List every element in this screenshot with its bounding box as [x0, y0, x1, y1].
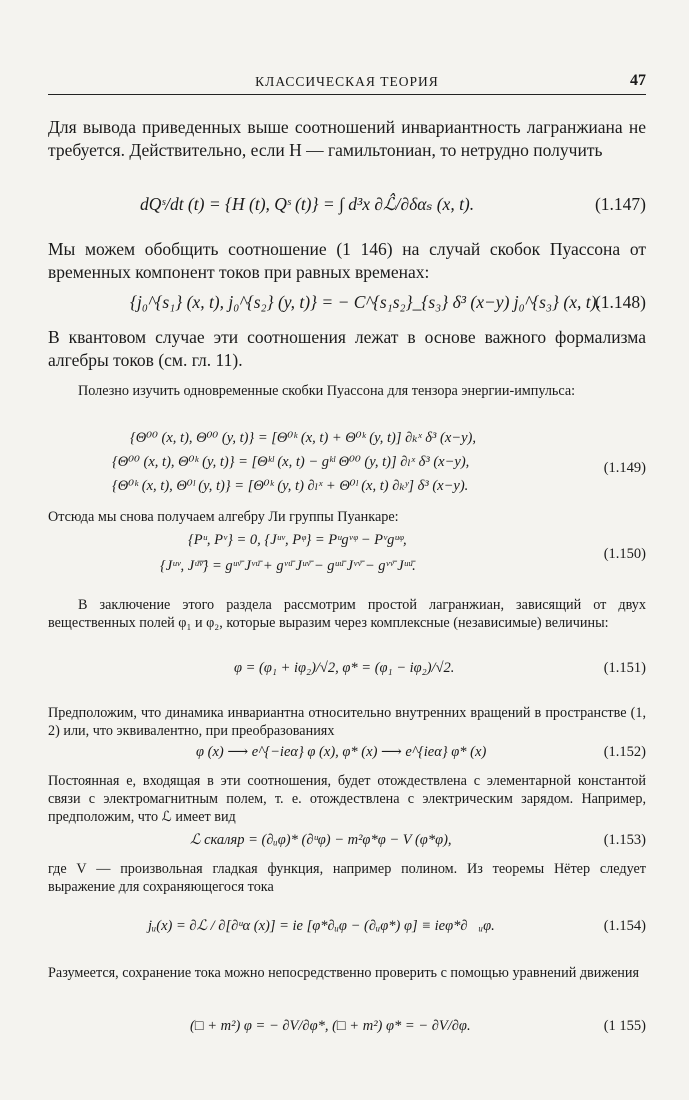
equation-expression: jᵤ(x) = ∂ℒ / ∂[∂ᵘα (x)] = ie [φ*∂ᵤφ − (∂ᵤφ*) φ] ≡ ieφ*∂⃡ᵤφ. [148, 918, 495, 934]
paragraph-3: В квантовом случае эти соотношения лежат в основе важного формализма алгебры токов (см. гл. 11). [48, 327, 646, 370]
paragraph-7: Предположим, что динамика инвариантна относительно внутренних вращений в пространстве (1, 2) или, что эквивалентно, при преобразованиях [48, 705, 646, 739]
paragraph-4: Полезно изучить одновременные скобки Пуассона для тензора энергии-импульса: [78, 383, 576, 399]
equation-1-152 [48, 744, 646, 766]
equation-expression: φ = (φ₁ + iφ₂)/√2, φ* = (φ₁ − iφ₂)/√2. [234, 660, 455, 676]
paragraph-2: Мы можем обобщить соотношение (1 146) на случай скобок Пуассона от временных компонент токов при равных временах: [48, 239, 646, 282]
equation-number: (1.147) [594, 194, 646, 214]
equation-1-148 [48, 292, 646, 318]
paragraph-6: В заключение этого раздела рассмотрим простой лагранжиан, зависящий от двух вещественных полей φ₁ и φ₂, которые выразим через комплексные (независимые) величины: [48, 597, 646, 631]
equation-number: (1.149) [603, 460, 646, 476]
paragraph-9: где V — произвольная гладкая функция, например полином. Из теоремы Нётер следует выражение для сохраняющегося тока [48, 861, 646, 895]
equation-expression: ℒ скаляр = (∂ᵤφ)* (∂ᵘφ) − m²φ*φ − V (φ*φ), [190, 832, 452, 848]
equation-number: (1.152) [603, 744, 646, 760]
equation-number: (1.153) [603, 832, 646, 848]
equation-1-147 [48, 194, 646, 220]
equation-1-155 [48, 1018, 646, 1040]
equation-number: (1.150) [603, 546, 646, 562]
equation-expression: dQˢ/dt (t) = {H (t), Qˢ (t)} = ∫ d³x ∂ℒ̂/∂δαₛ (x, t). [140, 194, 475, 214]
equation-number: (1 155) [603, 1018, 646, 1034]
equation-expression: φ (x) ⟶ e^{−ieα} φ (x), φ* (x) ⟶ e^{ieα} φ* (x) [196, 744, 487, 760]
equation-expression: {j₀^{s₁} (x, t), j₀^{s₂} (y, t)} = − C^{s₁s₂}_{s₃} δ³ (x−y) j₀^{s₃} (x, t). [130, 292, 601, 312]
equation-line: {Θ⁰⁰ (x, t), Θ⁰ᵏ (y, t)} = [Θᵏˡ (x, t) − gᵏˡ Θ⁰⁰ (y, t)] ∂ₗˣ δ³ (x−y), [112, 454, 470, 470]
paragraph-5: Отсюда мы снова получаем алгебру Ли группы Пуанкаре: [48, 509, 399, 525]
equation-number: (1.151) [603, 660, 646, 676]
paragraph-10: Разумеется, сохранение тока можно непосредственно проверить с помощью уравнений движения [48, 965, 639, 981]
equation-number: (1.154) [603, 918, 646, 934]
equation-number: (1.148) [594, 292, 646, 312]
equation-1-150 [48, 532, 646, 582]
paragraph-1: Для вывода приведенных выше соотношений инвариантность лагранжиана не требуется. Действительно, если H — гамильтониан, то нетрудно получить [48, 117, 646, 160]
equation-line: {Θ⁰⁰ (x, t), Θ⁰⁰ (y, t)} = [Θ⁰ᵏ (x, t) + Θ⁰ᵏ (y, t)] ∂ₖˣ δ³ (x−y), [130, 430, 476, 446]
equation-1-153 [48, 832, 646, 854]
running-title: КЛАССИЧЕСКАЯ ТЕОРИЯ [255, 74, 439, 89]
equation-line: {Θ⁰ᵏ (x, t), Θ⁰ˡ (y, t)} = [Θ⁰ᵏ (y, t) ∂ₗˣ + Θ⁰ˡ (x, t) ∂ₖʸ] δ³ (x−y). [112, 478, 469, 494]
equation-1-151 [48, 660, 646, 682]
equation-expression: (□ + m²) φ = − ∂V/∂φ*, (□ + m²) φ* = − ∂V/∂φ. [190, 1018, 471, 1034]
paragraph-8: Постоянная e, входящая в эти соотношения, будет отождествлена с элементарной константой связи с электромагнитным полем, т. е. отождествлена с электрическим зарядом. Например, предположим, что ℒ имеет вид [48, 773, 646, 825]
page-number: 47 [630, 72, 646, 89]
equation-line: {Pᵘ, Pᵛ} = 0, {Jᵘᵛ, Pᵠ} = Pᵘgᵛᵠ − Pᵛgᵘᵠ, [188, 532, 407, 548]
equation-1-149 [48, 430, 646, 500]
running-head [48, 72, 646, 95]
equation-line: {Jᵘᵛ, Jᵘ̄ᵛ̄} = gᵘᵛ̄ Jᵛᵘ̄ + gᵛᵘ̄ Jᵘᵛ̄ − gᵘᵘ̄ Jᵛᵛ̄ − gᵛᵛ̄ Jᵘᵘ̄. [160, 558, 416, 574]
equation-1-154 [48, 918, 646, 940]
